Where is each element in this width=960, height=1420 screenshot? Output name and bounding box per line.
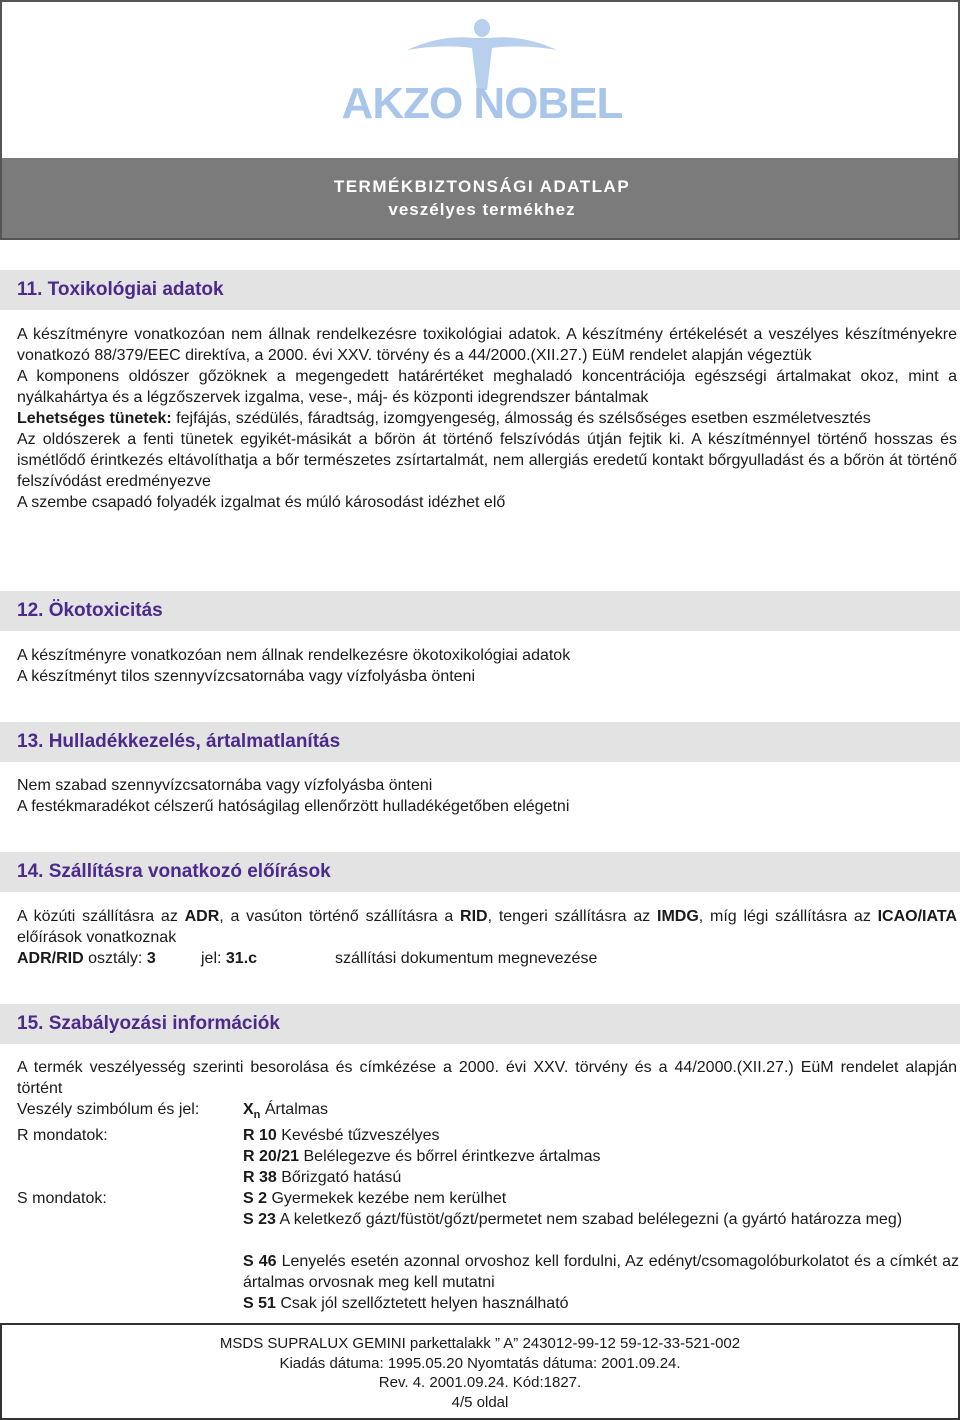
transport-text-5: előírások vonatkoznak — [17, 929, 177, 946]
symptoms-label: Lehetséges tünetek: — [17, 410, 172, 427]
waste-paragraph-2: A festékmaradékot célszerű hatóságilag ellenőrzött hulladékégetőben elégetni — [17, 798, 570, 815]
class-label: osztály: — [83, 950, 147, 967]
hazard-symbol-code: X — [243, 1101, 254, 1118]
r-phrase-item — [243, 1146, 959, 1167]
r-phrase-row-3 — [17, 1167, 957, 1188]
section-12-header — [0, 591, 960, 631]
document-subtitle: veszélyes termékhez — [388, 200, 576, 219]
s-phrase-item — [243, 1251, 959, 1293]
ecotox-paragraph-1: A készítményre vonatkozóan nem állnak rendelkezésre ökotoxikológiai adatok — [17, 647, 571, 664]
document-title: TERMÉKBIZTONSÁGI ADATLAP — [333, 177, 631, 196]
toxicology-paragraph-2: A komponens oldószer gőzöknek a megengedett határértéket meghaladó koncentrációja egészségi ártalmakat okoz, mint a nyálkahártya és a légzőszervek izgalma, vese-, máj- és központi idegrendszer bántalmak — [17, 368, 957, 406]
section-13-title: 13. Hulladékkezelés, ártalmatlanítás — [17, 731, 341, 752]
r-phrase-item — [243, 1125, 959, 1146]
transport-text-4: , míg légi szállításra az — [698, 908, 878, 925]
adr-sign — [201, 948, 257, 969]
imdg-label: IMDG — [657, 908, 699, 925]
s-phrase-row-2 — [17, 1209, 957, 1251]
logo-text: AKZO NOBEL — [341, 79, 623, 128]
r-phrase-row-2 — [17, 1146, 957, 1167]
r-phrase-text: Kevésbé tűzveszélyes — [276, 1127, 440, 1144]
adrrid-label: ADR/RID — [17, 950, 84, 967]
footer-page-number: 4/5 oldal — [451, 1393, 509, 1411]
r-phrase-row-1 — [17, 1125, 957, 1146]
r-phrase-text: Belélegezve és bőrrel érintkezve ártalmas — [299, 1148, 601, 1165]
footer-revision-line: Rev. 4. 2001.09.24. Kód:1827. — [378, 1374, 582, 1391]
section-15-title: 15. Szabályozási információk — [17, 1013, 280, 1034]
rid-label: RID — [460, 908, 488, 925]
r-phrases-label: R mondatok: — [17, 1127, 108, 1144]
toxicology-symptoms — [17, 408, 957, 429]
footer-dates-line: Kiadás dátuma: 1995.05.20 Nyomtatás dátuma: 2001.09.24. — [279, 1354, 681, 1372]
s-phrase-code: S 23 — [243, 1211, 276, 1228]
adr-class — [17, 948, 156, 969]
hazard-symbol-label: Veszély szimbólum és jel: — [17, 1101, 200, 1118]
s-phrase-code: S 2 — [243, 1190, 268, 1207]
section-13-header — [0, 722, 960, 762]
hazard-symbol-sub: n — [253, 1109, 261, 1122]
section-13-body — [17, 775, 957, 817]
r-phrase-code: R 38 — [243, 1169, 277, 1186]
section-11-title: 11. Toxikológiai adatok — [17, 279, 224, 300]
ecotox-paragraph-2: A készítményt tilos szennyvízcsatornába vagy vízfolyásba önteni — [17, 668, 476, 685]
section-11-header — [0, 270, 960, 310]
section-11-body — [17, 324, 957, 513]
s-phrase-text: Gyermekek kezébe nem kerülhet — [267, 1190, 507, 1207]
s-phrase-row-4 — [17, 1293, 957, 1314]
header-banner — [0, 158, 960, 240]
sign-value: 31.c — [225, 950, 258, 967]
section-14-body — [17, 906, 957, 969]
s-phrase-text: A keletkező gázt/füstöt/gőzt/permetet nem szabad belélegezni (a gyártó határozza meg) — [275, 1211, 903, 1228]
waste-paragraph-1: Nem szabad szennyvízcsatornába vagy vízfolyásba önteni — [17, 777, 433, 794]
symptoms-text: fejfájás, szédülés, fáradtság, izomgyengeség, álmosság és szélsőséges esetben eszméletvesztés — [171, 410, 871, 427]
s-phrase-item — [243, 1293, 959, 1314]
section-14-header — [0, 852, 960, 892]
class-value: 3 — [146, 950, 156, 967]
toxicology-paragraph-1: A készítményre vonatkozóan nem állnak rendelkezésre toxikológiai adatok. A készítmény értékelését a veszélyes készítményekre vonatkozó 88/379/EEC direktíva, a 2000. évi XXV. törvény és a 44/2000.(XII.27.) EüM rendelet alapján végeztük — [17, 326, 957, 364]
toxicology-paragraph-5: A szembe csapadó folyadék izgalmat és múló károsodást idézhet elő — [17, 494, 506, 511]
s-phrase-code: S 51 — [243, 1295, 276, 1312]
regulatory-paragraph: A termék veszélyesség szerinti besorolása és címkézése a 2000. évi XXV. törvény és a 44/2000.(XII.27.) EüM rendelet alapján történt — [17, 1059, 957, 1097]
toxicology-paragraph-4: Az oldószerek a fenti tünetek egyikét-másikát a bőrön át történő felszívódás útján fejtik ki. A készítménnyel történő hosszas és ismétlődő érintkezés eltávolíthatja a bőr természetes zsírtartalmát, nem allergiás eredetű kontakt bőrgyulladást és a bőrön át történő felszívódást eredményezve — [17, 431, 957, 490]
s-phrase-row-1 — [17, 1188, 957, 1209]
adr-label: ADR — [184, 908, 220, 925]
icao-label: ICAO/IATA — [877, 908, 957, 925]
r-phrase-item — [243, 1167, 959, 1188]
s-phrase-item — [243, 1209, 959, 1230]
s-phrase-text: Csak jól szellőztetett helyen használható — [275, 1295, 569, 1312]
section-12-body — [17, 645, 957, 687]
transport-paragraph — [17, 906, 957, 948]
s-phrases-label: S mondatok: — [17, 1190, 107, 1207]
s-phrase-code: S 46 — [243, 1253, 277, 1270]
sign-label: jel: — [201, 950, 226, 967]
transport-text-2: , a vasúton történő szállításra a — [219, 908, 461, 925]
logo-area — [0, 0, 960, 158]
r-phrase-code: R 20/21 — [243, 1148, 300, 1165]
section-15-header — [0, 1004, 960, 1044]
hazard-symbol-text: Ártalmas — [264, 1101, 328, 1118]
adr-class-row — [17, 948, 957, 969]
section-14-title: 14. Szállításra vonatkozó előírások — [17, 861, 331, 882]
s-phrase-item — [243, 1188, 959, 1209]
transport-text-1: A közúti szállításra az — [17, 908, 185, 925]
section-12-title: 12. Ökotoxicitás — [17, 600, 163, 621]
shipping-document-name: szállítási dokumentum megnevezése — [335, 950, 598, 967]
hazard-symbol-value — [243, 1099, 959, 1126]
s-phrase-text: Lenyelés esetén azonnal orvoshoz kell fordulni, Az edényt/csomagolóburkolatot és a címkét az ártalmas orvosnak meg kell mutatni — [243, 1253, 959, 1291]
r-phrase-text: Bőrizgató hatású — [276, 1169, 402, 1186]
transport-text-3: , tengeri szállításra az — [487, 908, 657, 925]
document-footer — [0, 1323, 960, 1420]
footer-product-line: MSDS SUPRALUX GEMINI parkettalakk ” A” 243012-99-12 59-12-33-521-002 — [219, 1335, 741, 1352]
section-15-body — [17, 1057, 957, 1314]
s-phrase-row-3 — [17, 1251, 957, 1293]
hazard-symbol-row — [17, 1099, 957, 1125]
r-phrase-code: R 10 — [243, 1127, 277, 1144]
